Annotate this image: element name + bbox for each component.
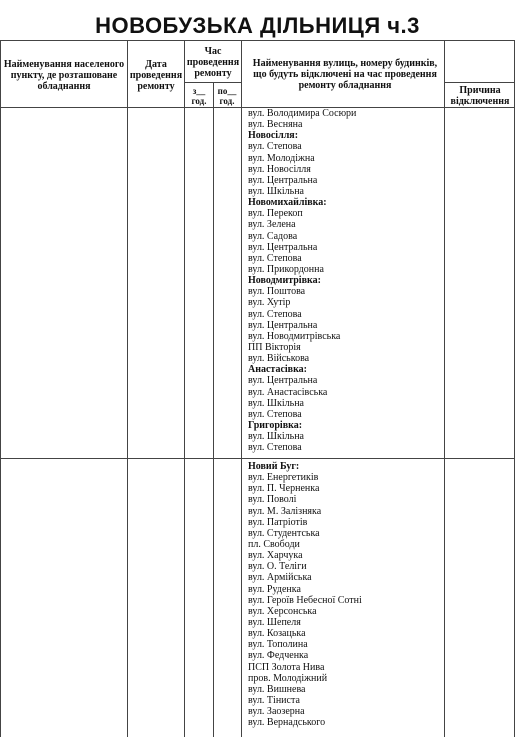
street-item: вул. Шкільна	[248, 185, 304, 197]
street-item: вул. Анастасівська	[248, 386, 328, 398]
street-item: вул. Шкільна	[248, 431, 304, 443]
street-item: вул. Заозерна	[248, 706, 305, 718]
street-item: вул. Федченка	[248, 650, 309, 662]
street-item: вул. Центральна	[248, 241, 318, 253]
street-item: вул. Харчука	[248, 550, 303, 562]
street-list-group-1	[248, 108, 356, 453]
street-item: ПП Вікторія	[248, 341, 301, 353]
street-item: вул. Шепеля	[248, 616, 301, 628]
street-item: вул. Херсонська	[248, 605, 317, 617]
street-item: вул. Степова	[248, 308, 302, 320]
street-item: вул. Вишнева	[248, 683, 306, 695]
street-item: вул. Героїв Небесної Сотні	[248, 594, 362, 606]
street-item: вул. Поштова	[248, 286, 306, 298]
street-item: вул. Прикордонна	[248, 263, 324, 275]
header-streets: Найменування вулиць, номеру будинків, що будуть відключені на час проведення ремонту обладнання	[252, 58, 438, 91]
header-reason: Причина відключення	[450, 85, 510, 107]
header-time: Час проведення ремонту	[186, 46, 240, 79]
header-time-from: з__ год.	[191, 86, 207, 106]
street-item: вул. Центральна	[248, 174, 318, 186]
street-item: вул. Козацька	[248, 628, 306, 640]
header-date: Дата проведення ремонту	[129, 59, 183, 92]
street-item: вул. М. Залізняка	[248, 505, 322, 517]
locality-heading: Новосілля:	[248, 130, 299, 142]
locality-heading: Новомихайлівка:	[248, 197, 327, 209]
street-item: пров. Молодіжний	[248, 672, 328, 684]
street-item: вул. Зелена	[248, 219, 296, 231]
street-item: вул. Центральна	[248, 375, 318, 387]
column-divider	[184, 40, 185, 737]
street-item: вул. Армійська	[248, 572, 312, 584]
street-item: вул. Поволі	[248, 494, 297, 506]
street-item: ПСП Золота Нива	[248, 661, 325, 673]
reason-header-divider	[444, 82, 515, 83]
locality-heading: Новодмитрівка:	[248, 275, 321, 287]
street-item: вул. Перекоп	[248, 208, 303, 220]
street-item: вул. Патріотів	[248, 516, 308, 528]
column-divider	[444, 40, 445, 737]
street-item: вул. Молодіжна	[248, 152, 315, 164]
header-settlement: Найменування населеного пункту, де розташоване обладнання	[3, 59, 125, 92]
locality-heading: Григорівка:	[248, 419, 303, 431]
table-border-top	[0, 40, 515, 41]
street-item: вул. Степова	[248, 141, 302, 153]
locality-heading: Новий Буг:	[248, 461, 300, 472]
street-item: вул. Вернадського	[248, 717, 326, 729]
street-item: вул. Степова	[248, 408, 302, 420]
street-item: вул. Володимира Сосюри	[248, 108, 357, 119]
group-divider	[0, 458, 515, 459]
street-item: вул. Тіниста	[248, 694, 300, 706]
document-title: НОВОБУЗЬКА ДІЛЬНИЦЯ ч.3	[95, 13, 420, 38]
street-item: вул. О. Теліги	[248, 561, 307, 573]
street-item: вул. Тополина	[248, 639, 308, 651]
street-item: вул. Енергетиків	[248, 472, 319, 484]
locality-heading: Анастасівка:	[248, 364, 308, 376]
street-item: вул. Студентська	[248, 527, 320, 539]
street-item: вул. Садова	[248, 230, 298, 242]
table-border-left	[0, 40, 1, 737]
street-item: вул. Військова	[248, 353, 310, 365]
column-divider	[241, 40, 242, 737]
street-item: вул. Шкільна	[248, 397, 304, 409]
street-item: вул. Степова	[248, 252, 302, 264]
header-subdivider	[184, 82, 242, 83]
street-item: вул. Хутір	[248, 297, 291, 309]
street-list-group-2	[248, 461, 362, 728]
street-item: вул. Весняна	[248, 119, 303, 131]
street-item: вул. Центральна	[248, 319, 318, 331]
column-divider	[213, 82, 214, 737]
street-item: вул. Новодмитрівська	[248, 330, 341, 342]
street-item: вул. Руденка	[248, 583, 301, 595]
header-time-to: по__ год.	[217, 86, 237, 106]
street-item: вул. Новосілля	[248, 163, 311, 175]
street-item: вул. Степова	[248, 442, 302, 454]
street-item: пл. Свободи	[248, 538, 300, 550]
column-divider	[127, 40, 128, 737]
street-item: вул. П. Черненка	[248, 483, 320, 495]
